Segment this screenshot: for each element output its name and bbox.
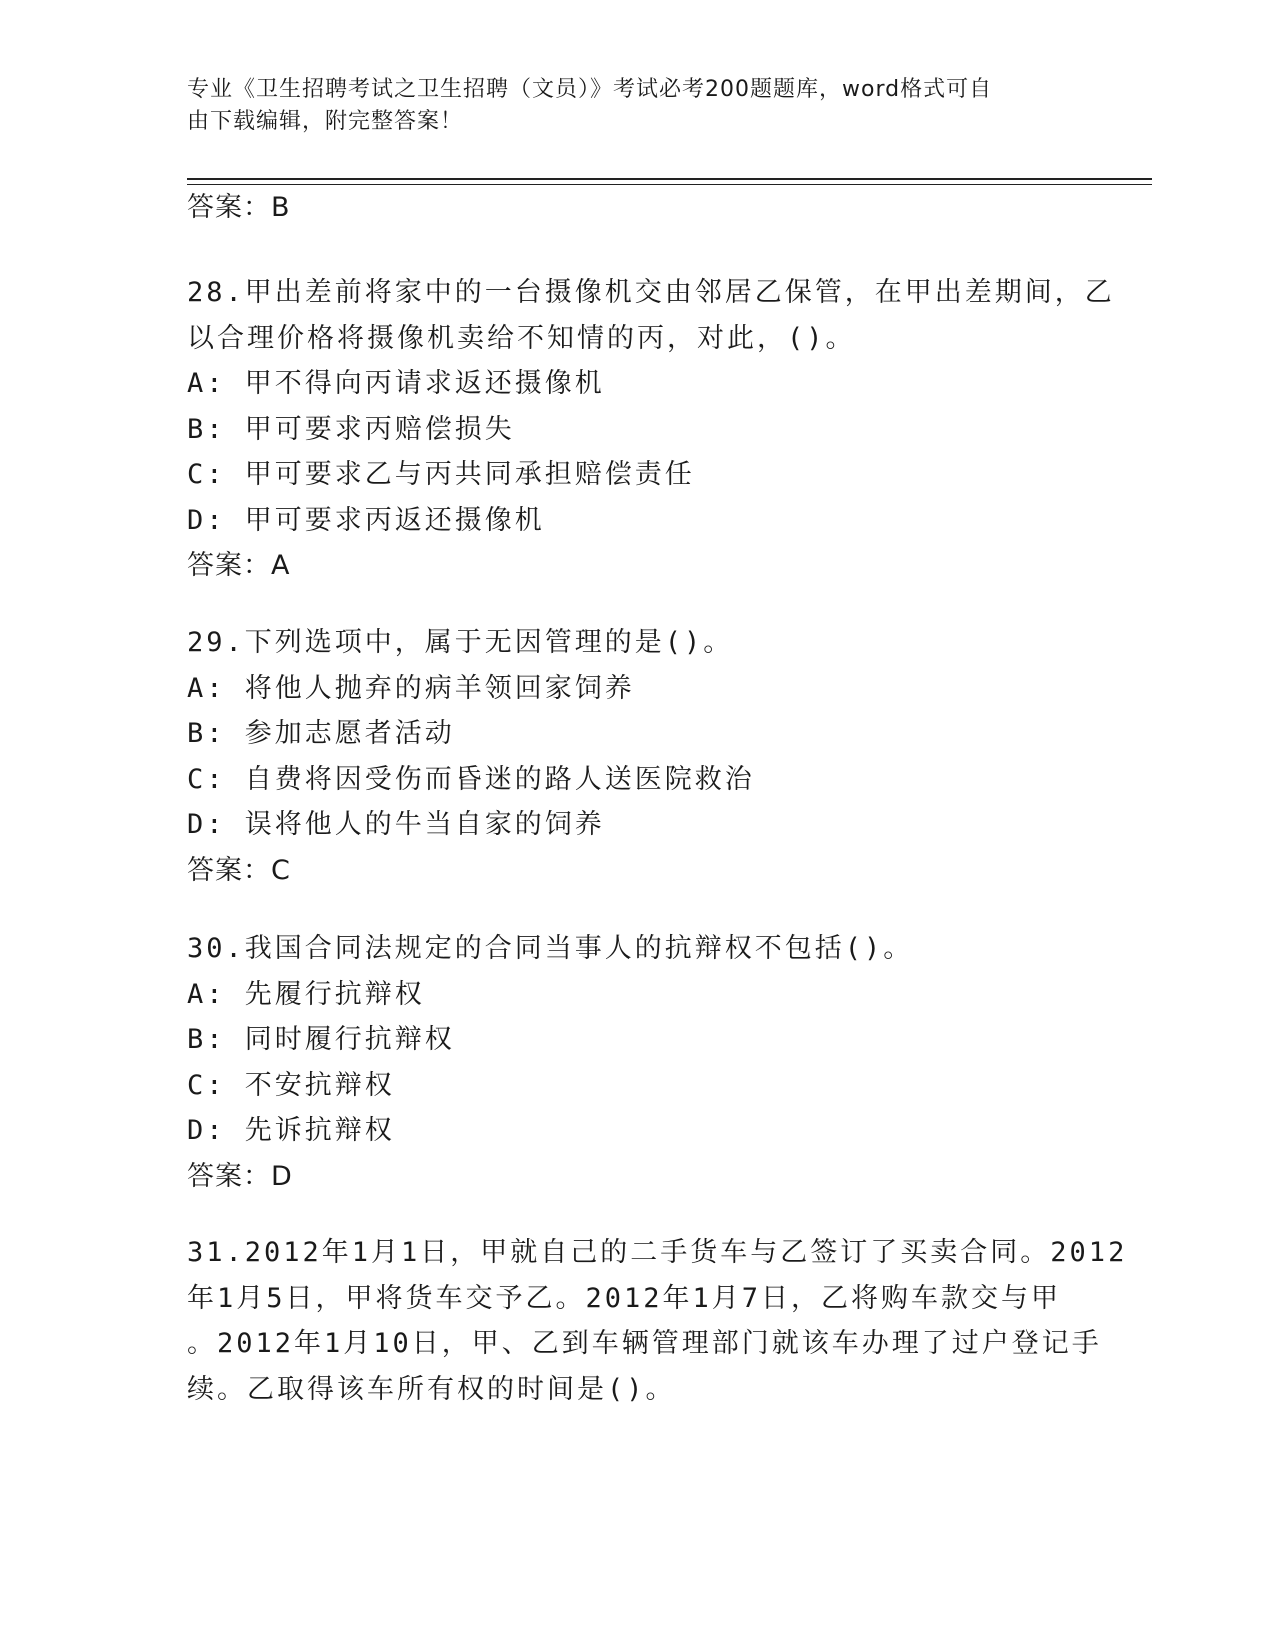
question-stem-line: 31.2012年1月1日，甲就自己的二手货车与乙签订了买卖合同。2012 [187, 1237, 1128, 1268]
answer: 答案：D [187, 1160, 293, 1192]
question-stem-line: 29.下列选项中，属于无因管理的是()。 [187, 627, 734, 658]
option-c: C: 甲可要求乙与丙共同承担赔偿责任 [187, 459, 695, 490]
answer: 答案：A [187, 550, 291, 581]
question-28 [187, 270, 1115, 588]
question-stem-line: 。2012年1月10日，甲、乙到车辆管理部门就该车办理了过户登记手 [187, 1328, 1102, 1359]
option-a: A: 甲不得向丙请求返还摄像机 [187, 368, 605, 399]
question-30 [187, 926, 1087, 1199]
question-stem-line: 年1月5日，甲将货车交予乙。2012年1月7日，乙将购车款交与甲 [187, 1282, 1062, 1314]
option-b: B: 甲可要求丙赔偿损失 [187, 413, 515, 445]
question-29 [187, 620, 1087, 893]
question-stem-line: 28.甲出差前将家中的一台摄像机交由邻居乙保管，在甲出差期间，乙 [187, 277, 1115, 308]
option-c: C: 不安抗辩权 [187, 1069, 395, 1101]
previous-answer-block [187, 185, 1087, 230]
question-stem-line: 以合理价格将摄像机卖给不知情的丙，对此，()。 [187, 322, 856, 354]
option-d: D: 先诉抗辩权 [187, 1115, 395, 1146]
answer: 答案：C [187, 854, 291, 886]
document-header [187, 74, 1067, 138]
option-b: B: 同时履行抗辩权 [187, 1024, 455, 1055]
option-a: A: 先履行抗辩权 [187, 978, 425, 1010]
option-c: C: 自费将因受伤而昏迷的路人送医院救治 [187, 763, 755, 795]
question-stem-line: 续。乙取得该车所有权的时间是()。 [187, 1373, 676, 1405]
header-line-1: 专业《卫生招聘考试之卫生招聘（文员）》考试必考200题题库，word格式可自 [187, 77, 993, 102]
question-stem-line: 30.我国合同法规定的合同当事人的抗辩权不包括()。 [187, 933, 914, 964]
option-a: A: 将他人抛弃的病羊领回家饲养 [187, 672, 635, 704]
option-d: D: 误将他人的牛当自家的饲养 [187, 809, 605, 840]
header-line-2: 由下载编辑，附完整答案！ [187, 109, 464, 134]
option-b: B: 参加志愿者活动 [187, 718, 455, 749]
option-d: D: 甲可要求丙返还摄像机 [187, 504, 545, 536]
header-divider-thick [187, 178, 1152, 180]
question-31 [187, 1230, 1128, 1412]
previous-answer: 答案：B [187, 192, 291, 223]
